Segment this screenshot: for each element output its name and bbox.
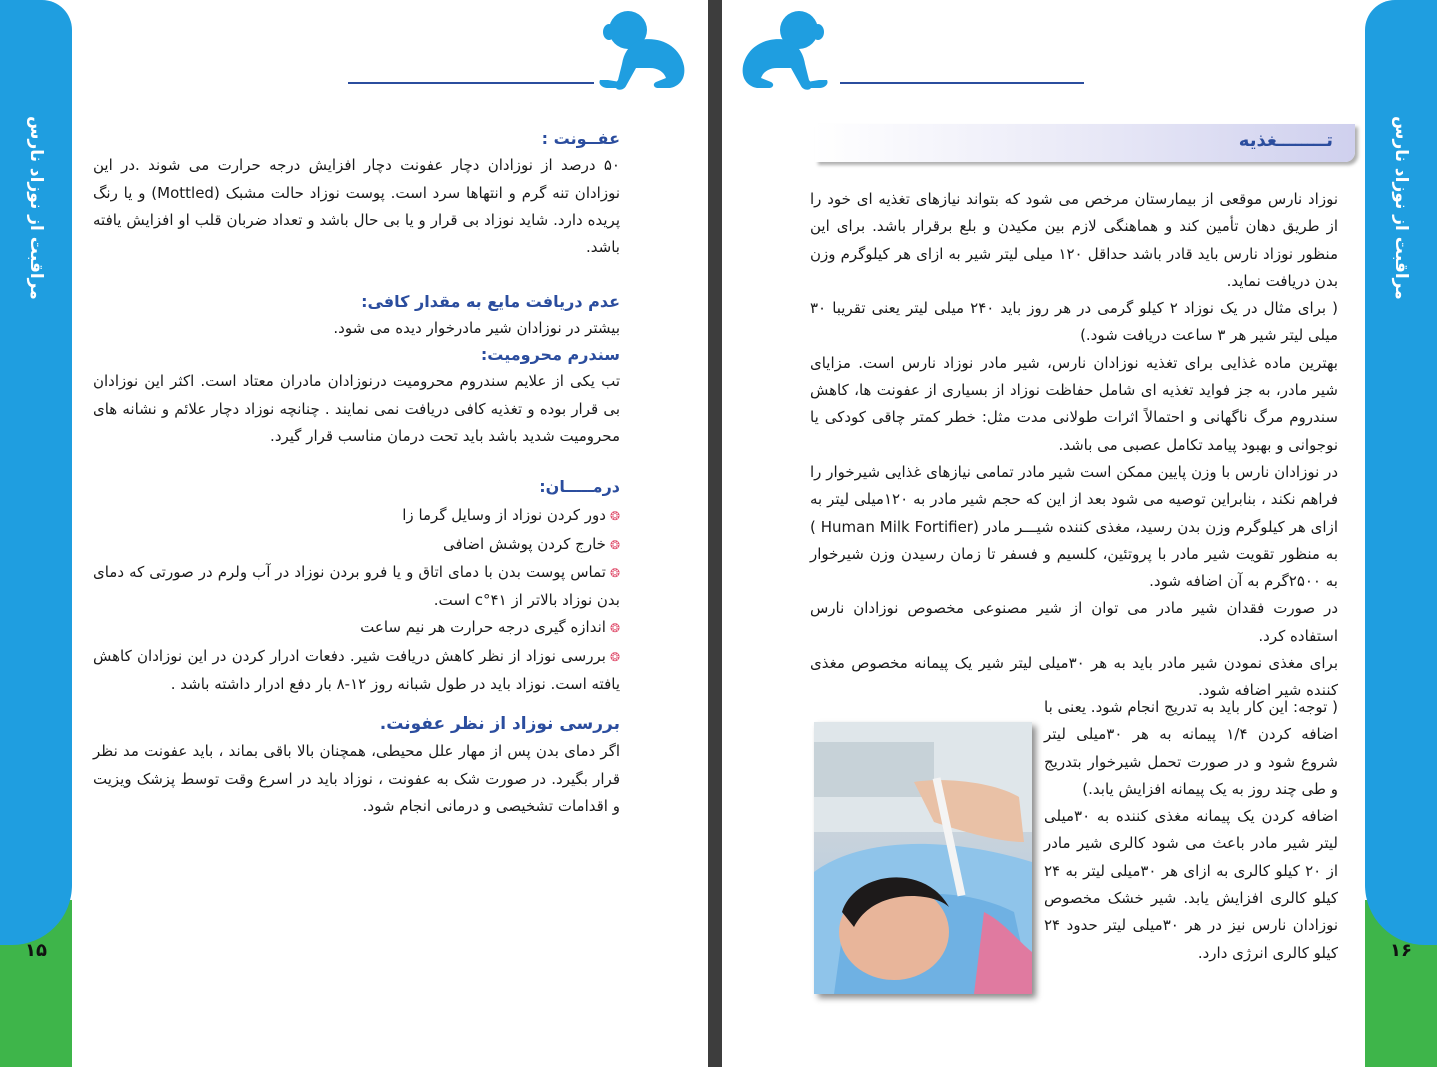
paragraph: در صورت فقدان شیر مادر می توان از شیر مصنوعی مخصوص نوزادان نارس استفاده کرد. [810, 599, 1338, 645]
section-infection [93, 125, 620, 261]
header-rule [840, 82, 1084, 84]
treatment-item: ❂ بررسی نوزاد از نظر کاهش دریافت شیر. دفعات ادرار کردن در این نوزادان کاهش یافته است. نوزاد باید در طول شبانه روز ۱۲-۸ بار دفع ادرار داشته باشد . [93, 643, 620, 699]
banner-title: تــــــــغذیه [1238, 130, 1333, 151]
side-tab-title: مراقبت از نوزاد نارس [1391, 116, 1411, 300]
section-fluid-intake [93, 288, 620, 343]
left-page [0, 0, 708, 1067]
header-rule [348, 82, 594, 84]
section-heading: سندرم محرومیت: [480, 345, 620, 364]
section-body: تب یکی از علایم سندروم محرومیت درنوزادان مادران معتاد است. اکثر این نوزادان بی قرار بوده و تغذیه کافی دریافت نمی نمایند . چنانچه نوزاد دچار علائم و نشانه های محرومیت شدید باشد باید تحت درمان مناسب قرار گیرد. [93, 372, 620, 445]
right-page [722, 0, 1437, 1067]
book-spine [708, 0, 722, 1067]
paragraph: برای مغذی نمودن شیر مادر باید به هر ۳۰میلی لیتر شیر یک پیمانه مخصوص مغذی کننده شیر اضافه شود. [810, 654, 1338, 700]
treatment-item: ❂ خارج کردن پوشش اضافی [93, 531, 620, 559]
paragraph: نوزاد نارس موقعی از بیمارستان مرخص می شود که بتواند نیازهای تغذیه ای خود را از طریق دهان تأمین کند و هماهنگی لازم بین مکیدن و بلع برقرار باشد. برای این منظور نوزاد نارس باید قادر باشد حداقل ۱۲۰ میلی لیتر شیر به ازای هر کیلوگرم وزن بدن دریافت نماید. [810, 190, 1338, 290]
section-heading: درمـــــان: [539, 477, 620, 496]
nutrition-body [810, 186, 1338, 705]
section-body: ۵۰ درصد از نوزادان دچار عفونت دچار افزایش درجه حرارت می شوند .در این نوزادان تنه گرم و انتهاها سرد است. پوست نوزاد حالت مشبک (Mottled) و یا رنگ پریده دارد. شاید نوزاد بی قرار و یا بی حال باشد و تعداد ضربان قلب او افزایش یافته باشد. [93, 156, 620, 257]
note-body [1044, 694, 1338, 967]
section-treatment [93, 473, 620, 698]
treatment-item: ❂ اندازه گیری درجه حرارت هر نیم ساعت [93, 614, 620, 642]
baby-feeding-photo [814, 722, 1032, 994]
section-heading: عفــونت : [541, 129, 620, 148]
paragraph: ( برای مثال در یک نوزاد ۲ کیلو گرمی در هر روز باید ۲۴۰ میلی لیتر یعنی تقریبا ۳۰ میلی لیتر شیر هر ۳ ساعت دریافت شود.) [810, 299, 1338, 345]
section-body: اگر دمای بدن پس از مهار علل محیطی، همچنان بالا باقی بماند ، باید عفونت مد نظر قرار بگیرد. در صورت شک به عفونت ، نوزاد باید در اسرع وقت توسط پزشک ویزیت و اقدامات تشخیصی و درمانی انجام شود. [93, 742, 620, 815]
section-heading: بررسی نوزاد از نظر عفونت. [379, 714, 620, 734]
section-heading: عدم دریافت مایع به مقدار کافی: [361, 292, 620, 311]
section-withdrawal-syndrome [93, 341, 620, 450]
crawling-baby-icon [588, 6, 693, 94]
paragraph: اضافه کردن یک پیمانه مغذی کننده به ۳۰میلی لیتر شیر مادر باعث می شود کالری شیر مادر از ۲۰ کیلو کالری به ازای هر ۳۰میلی لیتر به ۲۴ کیلو کالری افزایش یابد. شیر خشک مخصوص نوزادان نارس نیز در هر ۳۰میلی لیتر حدود ۲۴ کیلو کالری انرژی دارد. [1044, 807, 1338, 962]
section-banner [815, 124, 1355, 162]
section-body: بیشتر در نوزادان شیر مادرخوار دیده می شود. [333, 319, 620, 338]
paragraph: در نوزادان نارس با وزن پایین ممکن است شیر مادر تمامی نیازهای غذایی شیرخوار را فراهم نکند ، بنابراین توصیه می شود بعد از این که حجم شیر مادر به ۱۲۰میلی لیتر به ازای هر کیلوگرم وزن بدن رسید، مغذی کننده شیـــر مادر (Human Milk Fortifier ) به منظور تقویت شیر مادر با پروتئین، کلسیم و فسفر تا زمان رسیدن وزن شیرخوار به ۲۵۰۰گرم به آن اضافه شود. [810, 462, 1339, 591]
page-number: ۱۵ [25, 940, 47, 961]
page-number: ۱۶ [1390, 940, 1412, 961]
crawling-baby-icon [734, 6, 839, 94]
paragraph: بهترین ماده غذایی برای تغذیه نوزادان نارس، شیر مادر نوزاد نارس است. مزایای شیر مادر، به جز فواید تغذیه ای شامل حفاظت نوزاد از بسیاری از عفونت ها، کاهش سندروم مرگ ناگهانی و احتمالاً اثرات طولانی مدت مثل: خطر کمتر چاقی کودکی یا نوجوانی و بهبود پیامد تکامل عصبی می باشد. [810, 353, 1338, 454]
treatment-item: ❂ دور کردن نوزاد از وسایل گرما زا [93, 502, 620, 530]
side-tab-title: مراقبت از نوزاد نارس [26, 116, 46, 300]
section-infection-check [93, 711, 620, 820]
paragraph: ( توجه: این کار باید به تدریج انجام شود. یعنی با اضافه کردن ۱/۴ پیمانه به هر ۳۰میلی لیتر شروع شود و در صورت تحمل شیرخوار بتدریج و طی چند روز به یک پیمانه افزایش یابد.) [1044, 698, 1338, 798]
treatment-item: ❂ تماس پوست بدن با دمای اتاق و یا فرو بردن نوزاد در آب ولرم در صورتی که دمای بدن نوزاد بالاتر از ۴۱°c است. [93, 559, 620, 615]
